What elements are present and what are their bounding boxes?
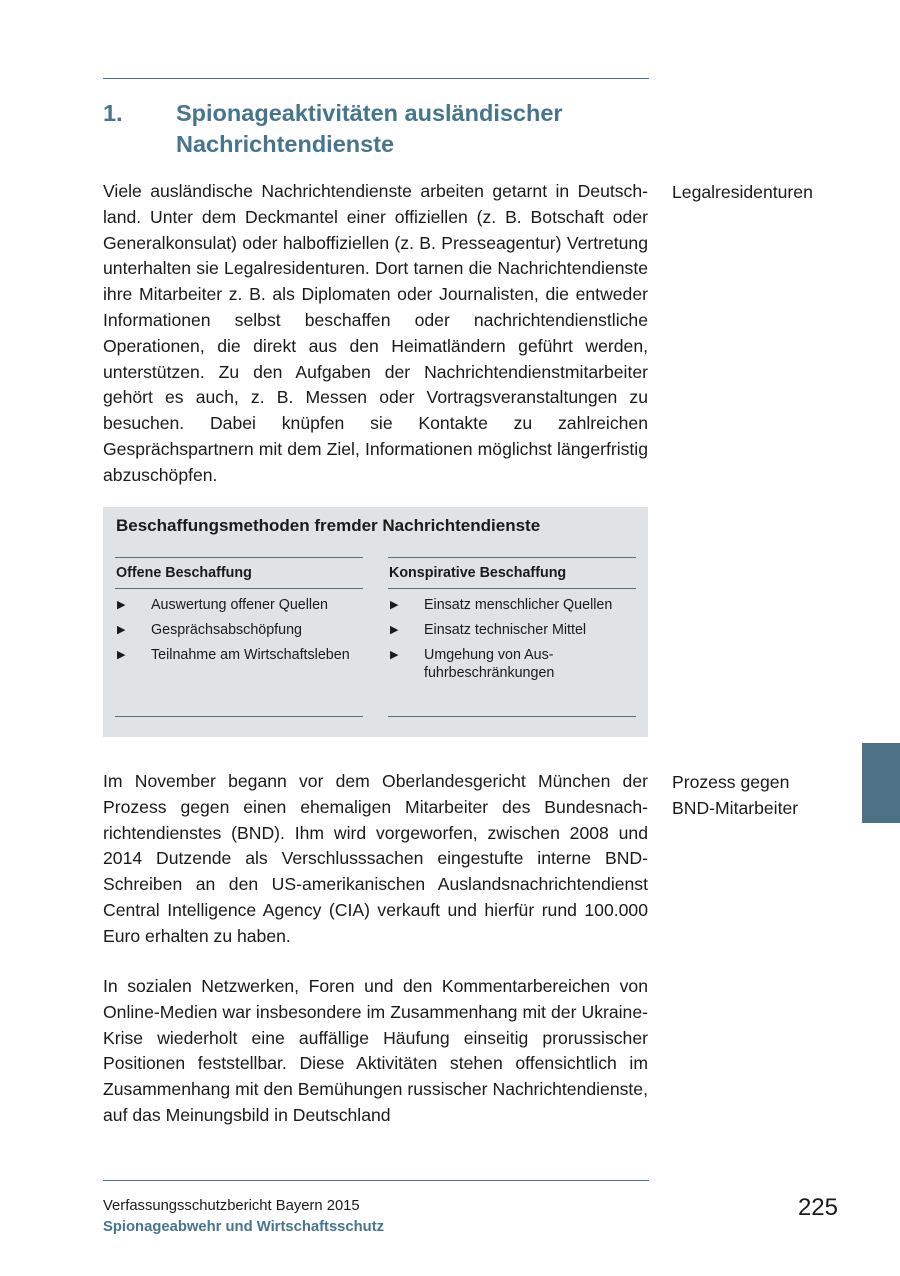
triangle-bullet-icon: ▶ xyxy=(390,649,399,661)
margin-note-line: BND-Mitarbeiter xyxy=(672,798,799,818)
list-item xyxy=(388,646,636,682)
list-item-text: Teilnahme am Wirtschaftsleben xyxy=(151,647,350,663)
info-box xyxy=(103,507,648,737)
footer-rule xyxy=(103,1180,649,1181)
column-heading: Offene Beschaffung xyxy=(115,558,363,589)
column-heading: Konspirative Beschaffung xyxy=(388,558,636,589)
info-box-title: Beschaffungsmethoden fremder Nachrichtendienste xyxy=(116,516,541,535)
triangle-bullet-icon: ▶ xyxy=(117,649,126,661)
top-rule xyxy=(103,78,649,79)
section-title-line-1: Spionageaktivitäten ausländischer xyxy=(176,100,563,126)
list-item-text: Auswertung offener Quellen xyxy=(151,597,328,613)
column-divider xyxy=(388,716,636,717)
margin-note-legalresidenturen: Legalresidenturen xyxy=(672,182,813,202)
paragraph-social-networks: In sozialen Netzwerken, Foren und den Kommentarbereichen von Online-Medien war insbesondere im Zusammenhang mit der Ukraine-Krise wiederholt eine auffällige Häufung einseitig prorussischer Positionen feststellbar. Diese Aktivitäten stehen offensichtlich im Zusammenhang mit den Bemühungen russischer Nachrichtendienste, auf das Meinungsbild in Deutschland xyxy=(103,976,648,1125)
margin-note-line: Prozess gegen xyxy=(672,772,790,792)
footer-publication: Verfassungsschutzbericht Bayern 2015 xyxy=(103,1198,360,1214)
triangle-bullet-icon: ▶ xyxy=(117,599,126,611)
list-item xyxy=(115,596,363,614)
list-item xyxy=(115,621,363,639)
section-number: 1. xyxy=(103,100,123,126)
footer xyxy=(103,1196,384,1238)
list-item-text: Einsatz technischer Mittel xyxy=(424,622,587,638)
list-item-text: Umgehung von Ausfuhrbeschränkungen xyxy=(424,647,555,681)
list-item-text: Gesprächsabschöpfung xyxy=(151,622,303,638)
column-open-procurement xyxy=(115,557,363,664)
column-divider xyxy=(115,716,363,717)
margin-note-bnd-trial xyxy=(672,769,872,821)
method-list xyxy=(388,596,636,682)
list-item xyxy=(388,621,636,639)
triangle-bullet-icon: ▶ xyxy=(390,624,399,636)
list-item-text: Einsatz menschlicher Quellen xyxy=(424,597,613,613)
paragraph-bnd-trial: Im November begann vor dem Oberlandesgericht München der Prozess gegen einen ehemaligen Mitarbeiter des Bundesnachrichtendienstes (BND). Ihm wird vorgeworfen, zwischen 2008 und 2014 Dutzende als Verschlusssachen eingestufte interne BND-Schreiben an den US-amerikanischen Auslandsnachrichtendienst Central Intelligence Agency (CIA) verkauft und hierfür rund 100.000 Euro erhalten zu haben. xyxy=(103,771,648,946)
paragraph-legalresidenturen: Viele ausländische Nachrichtendienste arbeiten getarnt in Deutschland. Unter dem Deckmantel einer offiziellen (z. B. Botschaft oder Generalkonsulat) oder halboffiziellen (z. B. Presseagentur) Vertretung unterhalten sie Legalresidenturen. Dort tarnen die Nachrichtendienste ihre Mitarbeiter z. B. als Diplomaten oder Journalisten, die entweder Informationen selbst beschaffen oder nachrichtendienstliche Operationen, die direkt aus den Heimatländern geführt werden, unterstützen. Zu den Aufgaben der Nachrichtendienstmitarbeiter gehört es auch, z. B. Messen oder Vortragsveranstaltungen zu besuchen. Dabei knüpfen sie Kontakte zu zahlreichen Gesprächspartnern mit dem Ziel, Informationen möglichst längerfristig abzuschöpfen. xyxy=(103,181,648,485)
list-item xyxy=(115,646,363,664)
list-item xyxy=(388,596,636,614)
triangle-bullet-icon: ▶ xyxy=(390,599,399,611)
page-number: 225 xyxy=(797,1194,838,1221)
footer-chapter: Spionageabwehr und Wirtschaftsschutz xyxy=(103,1219,385,1235)
triangle-bullet-icon: ▶ xyxy=(117,624,126,636)
column-conspirative-procurement xyxy=(388,557,636,682)
section-title-line-2: Nachrichtendienste xyxy=(176,131,395,157)
method-list xyxy=(115,596,363,664)
section-title xyxy=(176,98,656,160)
